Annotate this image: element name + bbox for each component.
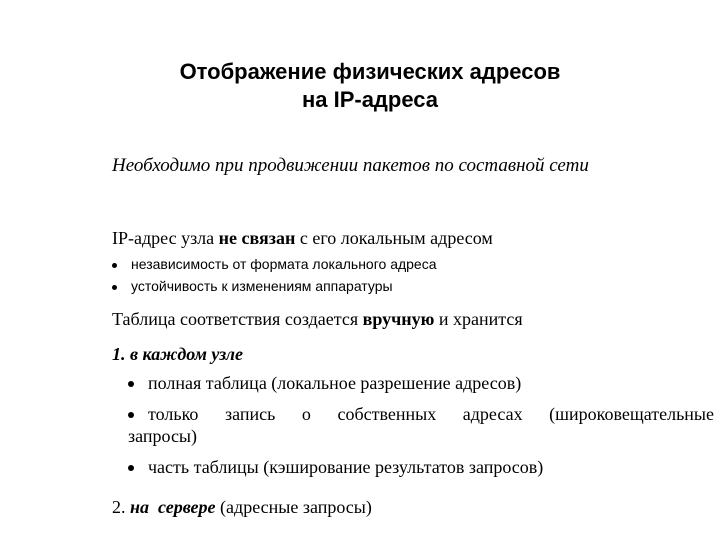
- bullet-dot-icon: [112, 285, 117, 290]
- ip-paragraph-bold: не связан: [218, 228, 296, 248]
- section-1-item-1: [128, 372, 521, 394]
- section-2-suffix: (адресные запросы): [215, 497, 372, 517]
- table-paragraph: [112, 309, 523, 330]
- section-2: [112, 497, 372, 518]
- ip-bullet-1-text: независимость от формата локального адреса: [131, 256, 437, 272]
- title-line-1: Отображение физических адресов: [179, 59, 561, 84]
- title-line-2: на IP-адреса: [301, 87, 439, 112]
- table-paragraph-bold: вручную: [362, 309, 435, 329]
- bullet-dot-icon: [128, 465, 134, 471]
- ip-bullet-2: [112, 278, 393, 294]
- section-1-item-1-text: полная таблица (локальное разрешение адресов): [148, 373, 522, 393]
- bullet-dot-icon: [128, 381, 134, 387]
- bullet-dot-icon: [128, 412, 134, 418]
- bullet-dot-icon: [112, 263, 117, 268]
- ip-bullet-2-text: устойчивость к изменениям аппаратуры: [131, 278, 393, 294]
- table-paragraph-suffix: и хранится: [434, 309, 523, 329]
- section-1-item-2: [128, 403, 714, 447]
- ip-paragraph: [112, 228, 493, 249]
- ip-bullet-1: [112, 256, 437, 272]
- section-1-item-2-continuation: запросы): [128, 426, 198, 446]
- section-2-emph: на сервере: [130, 497, 216, 517]
- section-1-item-2-text: только запись о собственных адресах (широковещательные: [148, 404, 714, 424]
- table-paragraph-prefix: Таблица соответствия создается: [112, 309, 363, 329]
- section-1-item-3-text: часть таблицы (кэширование результатов запросов): [148, 457, 544, 477]
- intro-text: Необходимо при продвижении пакетов по составной сети: [112, 155, 589, 176]
- ip-paragraph-suffix: с его локальным адресом: [295, 228, 493, 248]
- section-1-item-3: [128, 456, 543, 478]
- section-2-number: 2.: [112, 497, 130, 517]
- ip-paragraph-prefix: IP-адрес узла: [112, 228, 219, 248]
- section-1-heading: 1. в каждом узле: [112, 344, 243, 364]
- slide-title: [140, 58, 600, 114]
